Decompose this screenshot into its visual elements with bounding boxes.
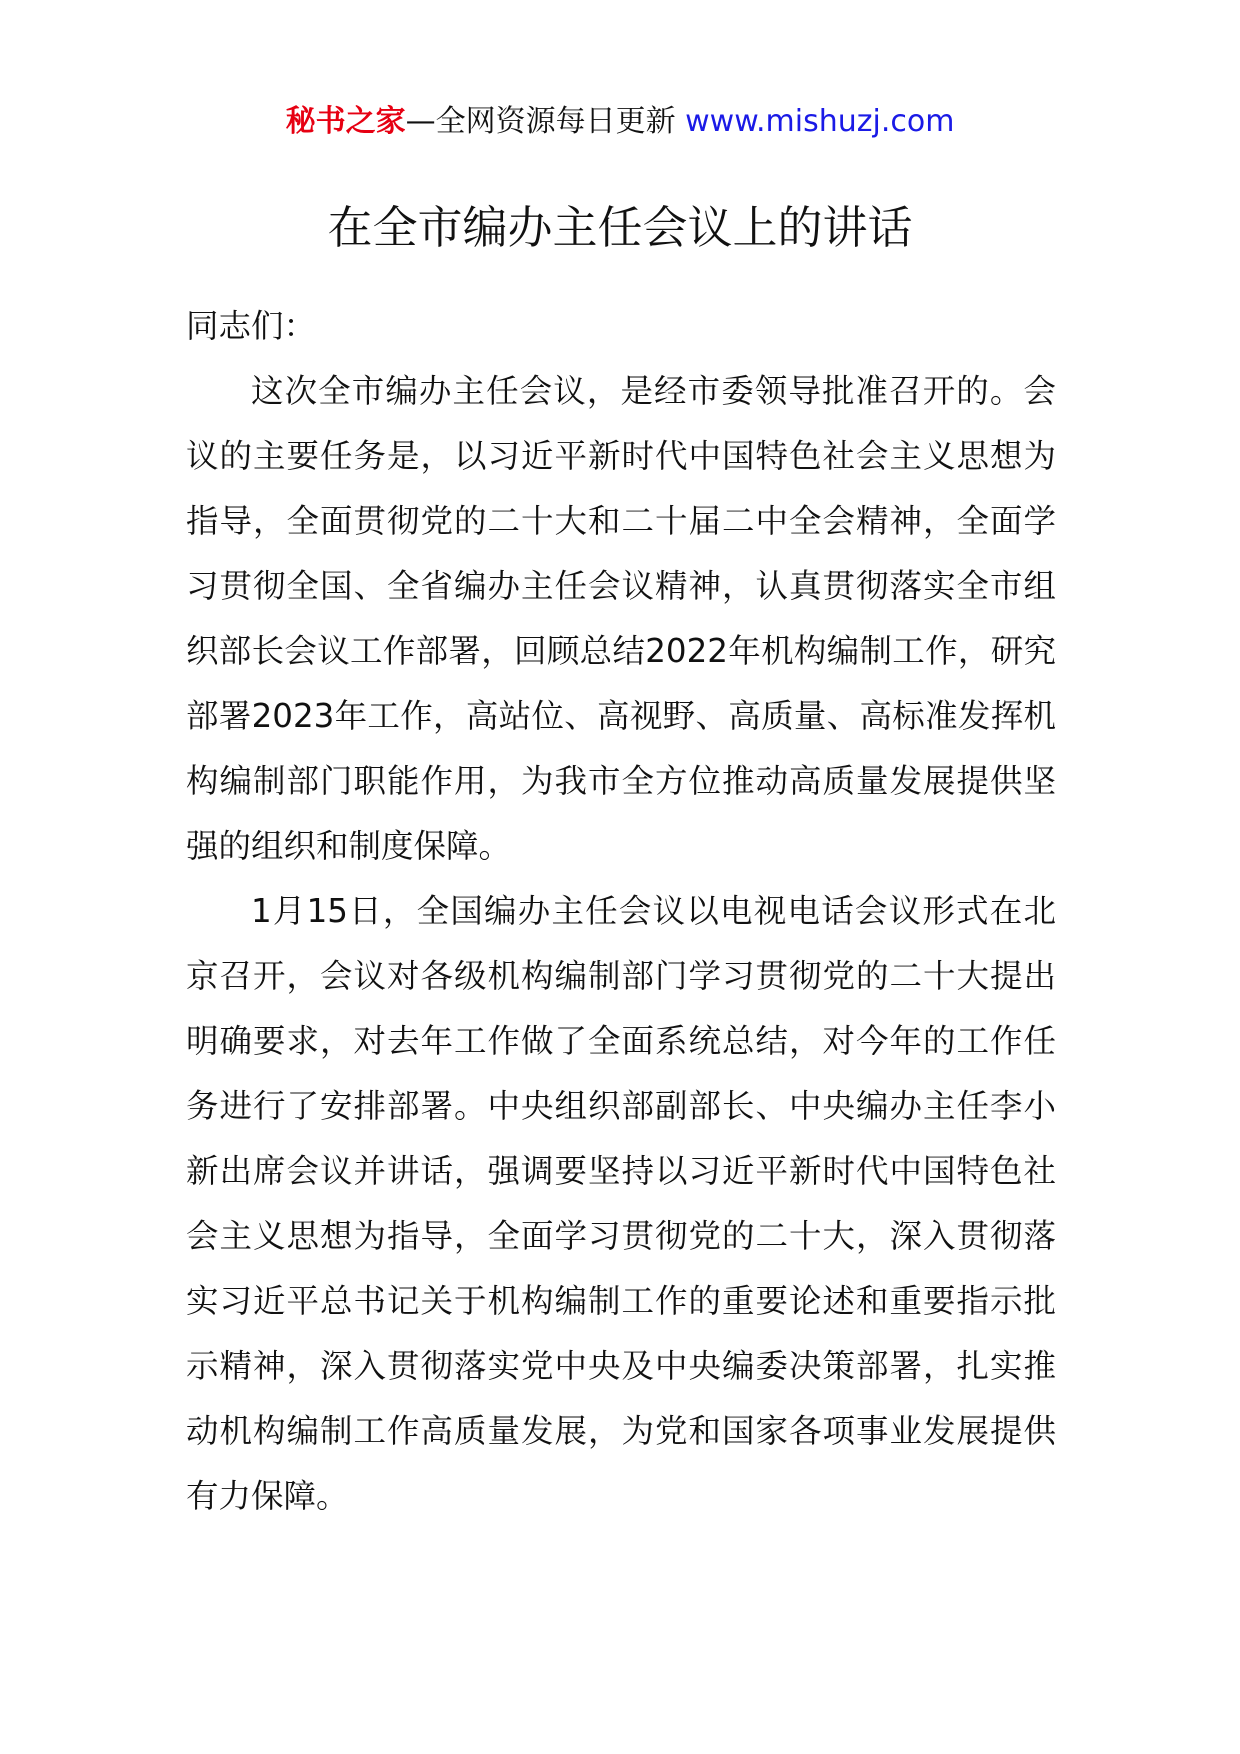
document-title: 在全市编办主任会议上的讲话 <box>327 201 913 254</box>
brand-name: 秘书之家 <box>285 104 406 139</box>
watermark-header <box>0 100 1240 144</box>
salutation: 同志们： <box>186 307 317 345</box>
header-slogan: —全网资源每日更新 <box>405 104 676 139</box>
website-link[interactable]: www.mishuzj.com <box>685 104 955 139</box>
body-paragraph-2: 1月15日，全国编办主任会议以电视电话会议形式在北京召开，会议对各级机构编制部门学习贯彻党的二十大提出明确要求，对去年工作做了全面系统总结，对今年的工作任务进行了安排部署。中央组织部副部长、中央编办主任李小新出席会议并讲话，强调要坚持以习近平新时代中国特色社会主义思想为指导，全面学习贯彻党的二十大，深入贯彻落实习近平总书记关于机构编制工作的重要论述和重要指示批示精神，深入贯彻落实党中央及中央编委决策部署，扎实推动机构编制工作高质量发展，为党和国家各项事业发展提供有力保障。 <box>186 892 1056 1515</box>
document-body <box>186 294 1056 1529</box>
body-paragraph-1: 这次全市编办主任会议，是经市委领导批准召开的。会议的主要任务是，以习近平新时代中国特色社会主义思想为指导，全面贯彻党的二十大和二十届二中全会精神，全面学习贯彻全国、全省编办主任会议精神，认真贯彻落实全市组织部长会议工作部署，回顾总结2022年机构编制工作，研究部署2023年工作，高站位、高视野、高质量、高标准发挥机构编制部门职能作用，为我市全方位推动高质量发展提供坚强的组织和制度保障。 <box>186 372 1056 865</box>
